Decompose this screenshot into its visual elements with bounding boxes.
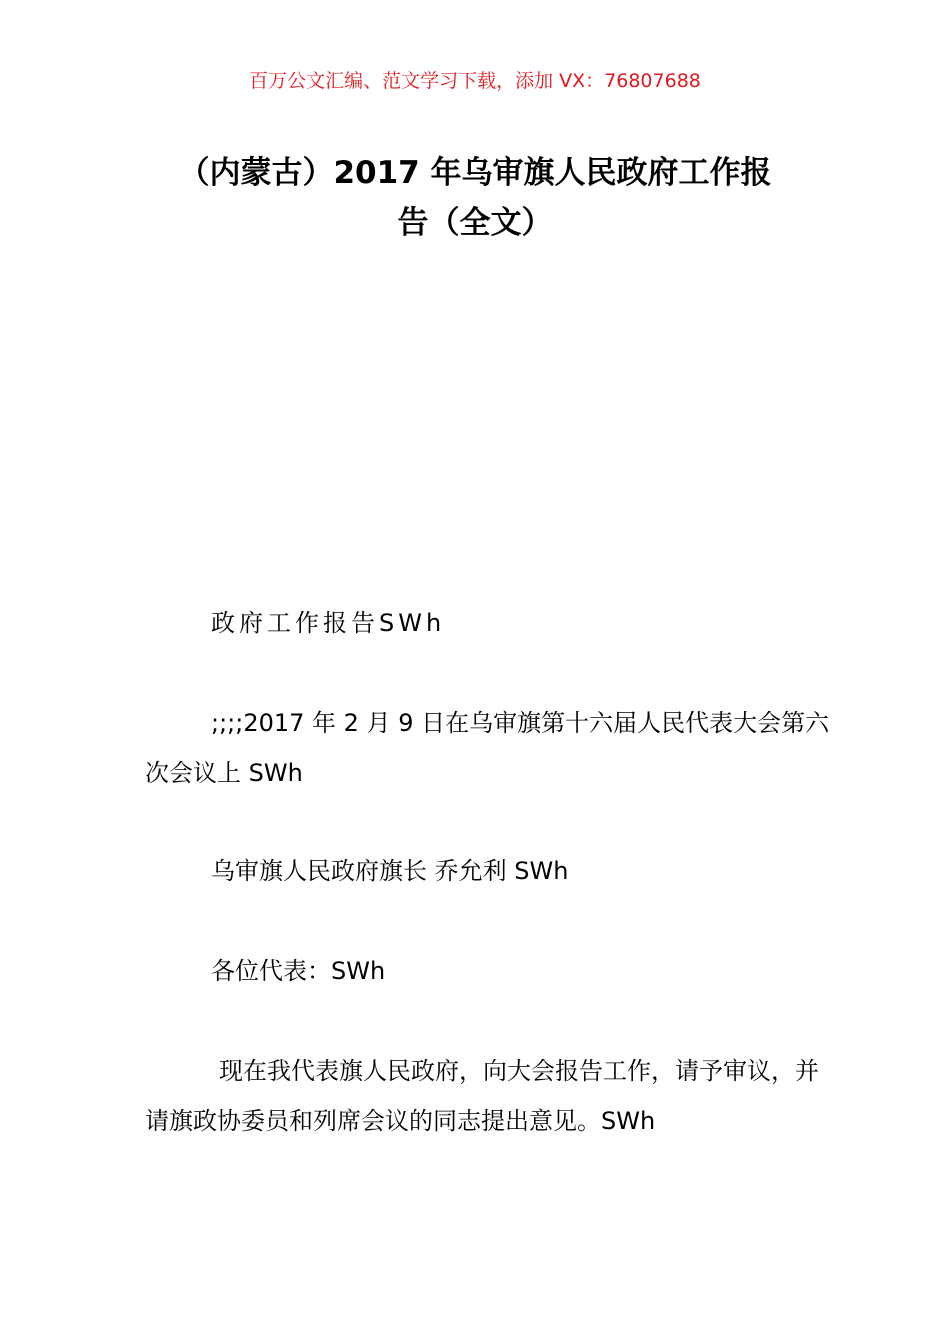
document-title: [140, 148, 810, 248]
opening-paragraph: 现在我代表旗人民政府，向大会报告工作，请予审议，并请旗政协委员和列席会议的同志提出意见。SWh: [145, 1057, 819, 1135]
salutation: 各位代表：SWh: [211, 957, 386, 985]
title-line-1: （内蒙古）2017 年乌审旗人民政府工作报: [178, 155, 772, 191]
title-line-2: 告（全文）: [397, 205, 553, 241]
meeting-info: ;;;;2017 年 2 月 9 日在乌审旗第十六届人民代表大会第六次会议上 SWh: [145, 709, 830, 787]
report-heading: 政府工作报告SWh: [211, 609, 446, 637]
speaker-line: 乌审旗人民政府旗长 乔允利 SWh: [211, 857, 569, 885]
header-note: 百万公文汇编、范文学习下载，添加 VX：76807688: [249, 70, 701, 92]
